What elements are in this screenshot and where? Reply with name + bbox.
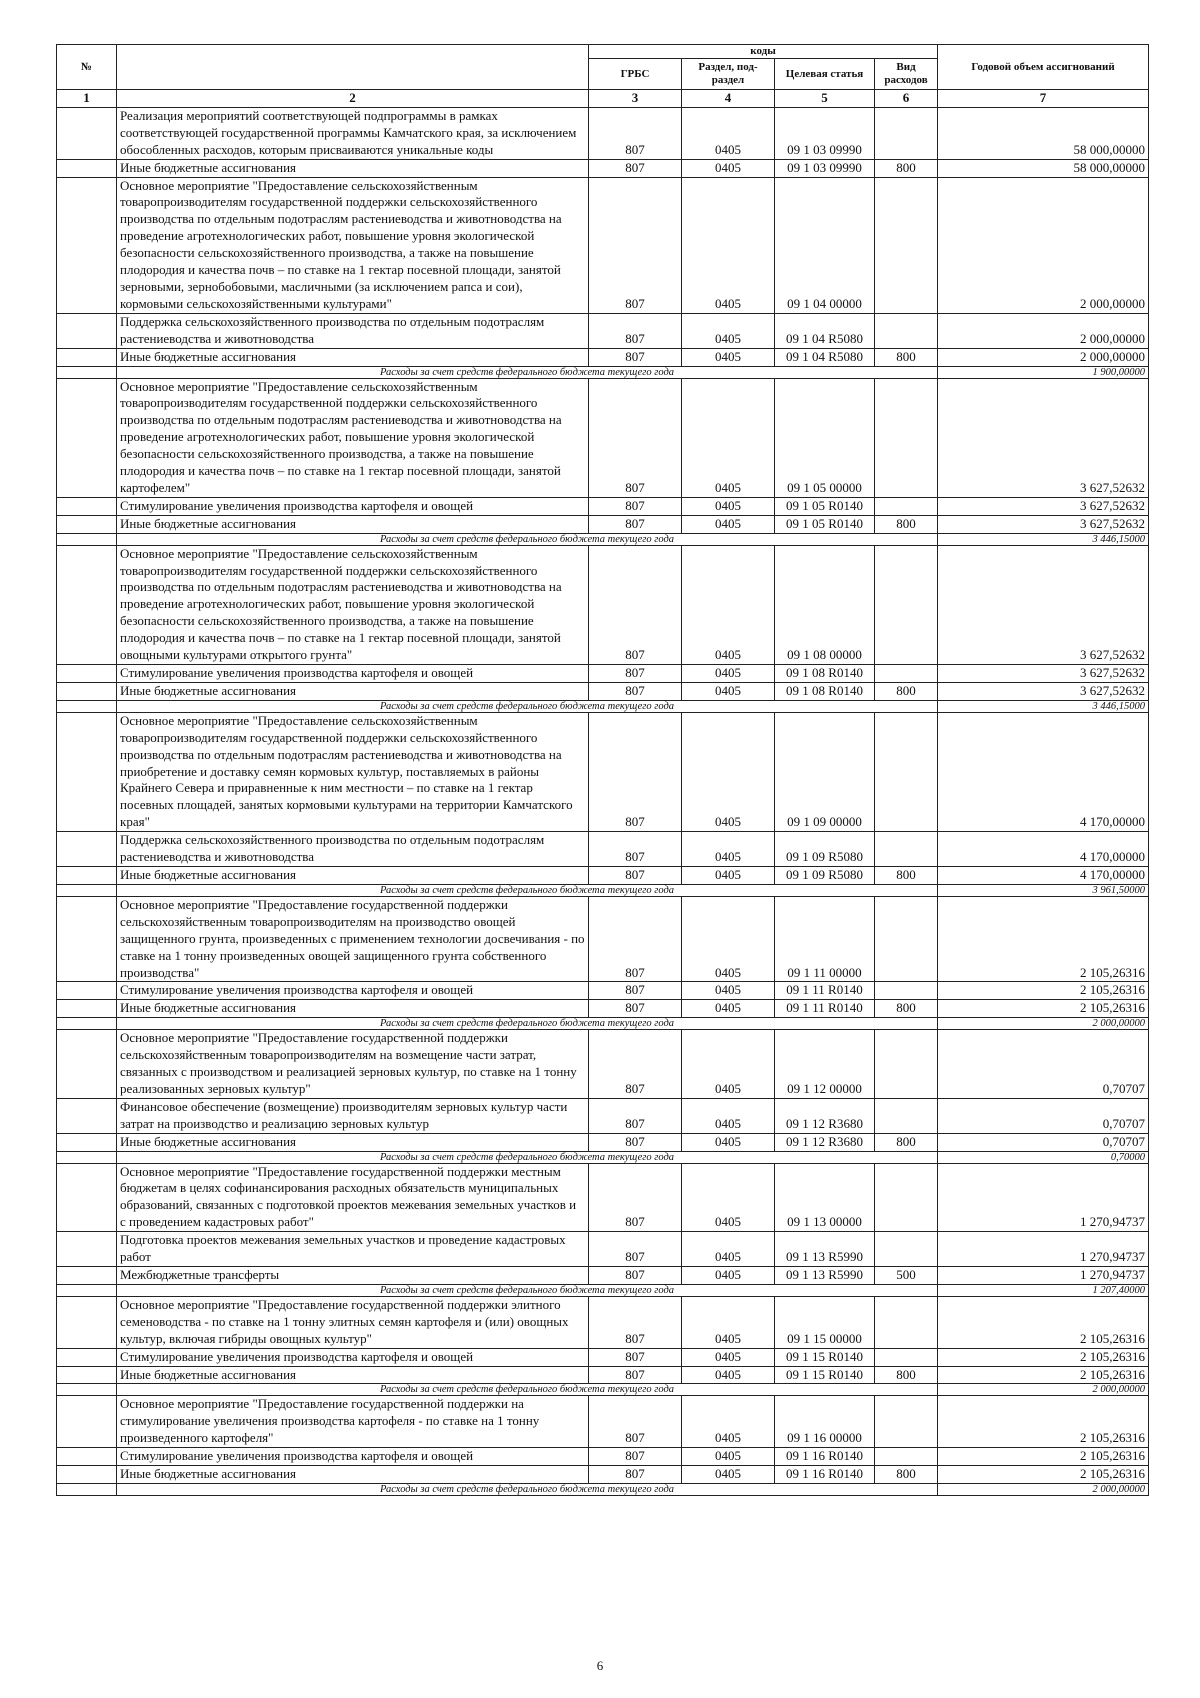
cell-name: Поддержка сельскохозяйственного производства по отдельным подотраслям растениеводства и животноводства (117, 313, 589, 348)
cell-section: 0405 (682, 1163, 775, 1232)
table-row (57, 1448, 1149, 1466)
cell-exp-type: 800 (875, 682, 938, 700)
table-row (57, 159, 1149, 177)
cell-target: 09 1 12 R3680 (775, 1133, 875, 1151)
cell-target: 09 1 15 00000 (775, 1296, 875, 1348)
cell-exp-type (875, 1396, 938, 1448)
table-row (57, 348, 1149, 366)
table-header (57, 45, 1149, 108)
cell-amount: 1 270,94737 (938, 1163, 1149, 1232)
table-row (57, 712, 1149, 831)
cell-target: 09 1 09 R5080 (775, 866, 875, 884)
cell-amount: 2 105,26316 (938, 982, 1149, 1000)
cell-num (57, 1366, 117, 1384)
cell-num (57, 1018, 117, 1030)
cell-grbs: 807 (589, 982, 682, 1000)
table-row (57, 378, 1149, 497)
cell-num (57, 1483, 117, 1495)
header-amount: Годовой объем ассигнований (938, 45, 1149, 90)
table-row (57, 1133, 1149, 1151)
cell-num (57, 515, 117, 533)
cell-section: 0405 (682, 1000, 775, 1018)
cell-name: Иные бюджетные ассигнования (117, 682, 589, 700)
cell-num (57, 896, 117, 982)
cell-num (57, 1000, 117, 1018)
cell-name: Иные бюджетные ассигнования (117, 159, 589, 177)
cell-name: Основное мероприятие "Предоставление сельскохозяйственным товаропроизводителям государственной поддержки сельскохозяйственного производства по отдельным подотраслям растениеводства и животноводства на проведение агротехнологических работ, повышение уровня экологической безопасности сельскохозяйственного производства, а также на повышение плодородия и качества почв – по ставке на 1 гектар посевной площади, занятой картофелем" (117, 378, 589, 497)
cell-num (57, 366, 117, 378)
cell-target: 09 1 12 R3680 (775, 1098, 875, 1133)
cell-amount: 2 105,26316 (938, 1296, 1149, 1348)
cell-num (57, 348, 117, 366)
cell-grbs: 807 (589, 1267, 682, 1285)
cell-exp-type (875, 1030, 938, 1099)
cell-section: 0405 (682, 159, 775, 177)
table-row (57, 896, 1149, 982)
cell-target: 09 1 05 R0140 (775, 515, 875, 533)
header-exp-type: Вид расходов (875, 59, 938, 90)
federal-note: Расходы за счет средств федерального бюджета текущего года (117, 1384, 938, 1396)
cell-target: 09 1 11 00000 (775, 896, 875, 982)
cell-name: Основное мероприятие "Предоставление сельскохозяйственным товаропроизводителям государственной поддержки сельскохозяйственного производства по отдельным подотраслям растениеводства и животноводства на проведение агротехнологических работ, повышение уровня экологической безопасности сельскохозяйственного производства, а также на повышение плодородия и качества почв – по ставке на 1 гектар посевной площади, занятой зерновыми, зернобобовыми, масличными (за исключением рапса и сои), кормовыми сельскохозяйственными культурами" (117, 177, 589, 313)
header-section: Раздел, под-раздел (682, 59, 775, 90)
page-number: 6 (596, 1658, 604, 1673)
cell-amount: 3 627,52632 (938, 665, 1149, 683)
cell-target: 09 1 04 R5080 (775, 313, 875, 348)
budget-table (56, 44, 1149, 1496)
table-row (57, 545, 1149, 664)
cell-grbs: 807 (589, 515, 682, 533)
federal-budget-row (57, 1384, 1149, 1396)
cell-exp-type: 800 (875, 348, 938, 366)
federal-note: Расходы за счет средств федерального бюджета текущего года (117, 700, 938, 712)
cell-num (57, 378, 117, 497)
table-row (57, 1466, 1149, 1484)
table-row (57, 832, 1149, 867)
federal-budget-row (57, 700, 1149, 712)
cell-num (57, 1396, 117, 1448)
col-number: 2 (117, 90, 589, 108)
cell-target: 09 1 16 R0140 (775, 1466, 875, 1484)
cell-num (57, 1098, 117, 1133)
cell-grbs: 807 (589, 1163, 682, 1232)
cell-grbs: 807 (589, 682, 682, 700)
cell-section: 0405 (682, 682, 775, 700)
cell-exp-type (875, 1232, 938, 1267)
cell-name: Иные бюджетные ассигнования (117, 1466, 589, 1484)
federal-budget-row (57, 884, 1149, 896)
table-row (57, 515, 1149, 533)
cell-name: Основное мероприятие "Предоставление сельскохозяйственным товаропроизводителям государственной поддержки сельскохозяйственного производства по отдельным подотраслям растениеводства и животноводства на проведение агротехнологических работ, повышение уровня экологической безопасности сельскохозяйственного производства, а также на повышение плодородия и качества почв – по ставке на 1 гектар посевной площади, занятой овощными культурами открытого грунта" (117, 545, 589, 664)
cell-target: 09 1 15 R0140 (775, 1366, 875, 1384)
cell-amount: 0,70000 (938, 1151, 1149, 1163)
table-row (57, 1348, 1149, 1366)
cell-section: 0405 (682, 1448, 775, 1466)
cell-name: Стимулирование увеличения производства картофеля и овощей (117, 1448, 589, 1466)
cell-target: 09 1 12 00000 (775, 1030, 875, 1099)
cell-grbs: 807 (589, 313, 682, 348)
col-number: 3 (589, 90, 682, 108)
cell-section: 0405 (682, 1296, 775, 1348)
cell-amount: 1 900,00000 (938, 366, 1149, 378)
cell-exp-type (875, 378, 938, 497)
cell-section: 0405 (682, 545, 775, 664)
cell-num (57, 177, 117, 313)
cell-section: 0405 (682, 1267, 775, 1285)
cell-amount: 1 270,94737 (938, 1267, 1149, 1285)
cell-section: 0405 (682, 1366, 775, 1384)
header-col-numbers (57, 90, 1149, 108)
cell-exp-type (875, 313, 938, 348)
cell-target: 09 1 11 R0140 (775, 1000, 875, 1018)
cell-grbs: 807 (589, 378, 682, 497)
cell-num (57, 313, 117, 348)
cell-section: 0405 (682, 177, 775, 313)
cell-section: 0405 (682, 497, 775, 515)
cell-amount: 3 627,52632 (938, 378, 1149, 497)
cell-section: 0405 (682, 1466, 775, 1484)
cell-amount: 2 105,26316 (938, 1348, 1149, 1366)
cell-grbs: 807 (589, 896, 682, 982)
federal-note: Расходы за счет средств федерального бюджета текущего года (117, 884, 938, 896)
cell-target: 09 1 13 R5990 (775, 1267, 875, 1285)
cell-amount: 2 000,00000 (938, 1384, 1149, 1396)
table-row (57, 497, 1149, 515)
cell-amount: 2 105,26316 (938, 1000, 1149, 1018)
cell-name: Стимулирование увеличения производства картофеля и овощей (117, 982, 589, 1000)
header-grbs: ГРБС (589, 59, 682, 90)
cell-num (57, 545, 117, 664)
cell-exp-type (875, 712, 938, 831)
cell-grbs: 807 (589, 107, 682, 159)
cell-grbs: 807 (589, 1000, 682, 1018)
cell-num (57, 1296, 117, 1348)
cell-num (57, 497, 117, 515)
cell-name: Иные бюджетные ассигнования (117, 1133, 589, 1151)
cell-section: 0405 (682, 1348, 775, 1366)
cell-num (57, 1133, 117, 1151)
federal-budget-row (57, 1151, 1149, 1163)
table-row (57, 982, 1149, 1000)
table-row (57, 1267, 1149, 1285)
cell-grbs: 807 (589, 1232, 682, 1267)
cell-exp-type (875, 665, 938, 683)
federal-budget-row (57, 1018, 1149, 1030)
cell-grbs: 807 (589, 866, 682, 884)
cell-exp-type (875, 107, 938, 159)
cell-target: 09 1 03 09990 (775, 159, 875, 177)
cell-amount: 3 446,15000 (938, 533, 1149, 545)
cell-exp-type (875, 1448, 938, 1466)
cell-name: Подготовка проектов межевания земельных участков и проведение кадастровых работ (117, 1232, 589, 1267)
cell-target: 09 1 16 00000 (775, 1396, 875, 1448)
cell-grbs: 807 (589, 1396, 682, 1448)
cell-target: 09 1 05 00000 (775, 378, 875, 497)
cell-exp-type (875, 1296, 938, 1348)
table-row (57, 1366, 1149, 1384)
cell-exp-type: 800 (875, 1466, 938, 1484)
col-number: 5 (775, 90, 875, 108)
cell-name: Иные бюджетные ассигнования (117, 1366, 589, 1384)
cell-name: Иные бюджетные ассигнования (117, 348, 589, 366)
table-body (57, 107, 1149, 1495)
col-number: 7 (938, 90, 1149, 108)
cell-target: 09 1 08 R0140 (775, 682, 875, 700)
cell-amount: 1 207,40000 (938, 1284, 1149, 1296)
cell-grbs: 807 (589, 545, 682, 664)
cell-num (57, 1163, 117, 1232)
cell-exp-type (875, 832, 938, 867)
table-row (57, 1296, 1149, 1348)
federal-budget-row (57, 366, 1149, 378)
cell-name: Стимулирование увеличения производства картофеля и овощей (117, 665, 589, 683)
cell-amount: 0,70707 (938, 1030, 1149, 1099)
cell-name: Стимулирование увеличения производства картофеля и овощей (117, 497, 589, 515)
cell-section: 0405 (682, 1133, 775, 1151)
cell-amount: 3 627,52632 (938, 682, 1149, 700)
cell-name: Стимулирование увеличения производства картофеля и овощей (117, 1348, 589, 1366)
cell-num (57, 682, 117, 700)
cell-exp-type (875, 177, 938, 313)
table-row (57, 1030, 1149, 1099)
cell-amount: 0,70707 (938, 1133, 1149, 1151)
cell-exp-type (875, 545, 938, 664)
cell-num (57, 1030, 117, 1099)
cell-target: 09 1 03 09990 (775, 107, 875, 159)
federal-note: Расходы за счет средств федерального бюджета текущего года (117, 366, 938, 378)
cell-target: 09 1 08 R0140 (775, 665, 875, 683)
cell-amount: 3 627,52632 (938, 497, 1149, 515)
cell-num (57, 107, 117, 159)
cell-section: 0405 (682, 832, 775, 867)
cell-section: 0405 (682, 348, 775, 366)
cell-num (57, 1284, 117, 1296)
col-number: 1 (57, 90, 117, 108)
cell-target: 09 1 04 R5080 (775, 348, 875, 366)
cell-num (57, 1151, 117, 1163)
cell-section: 0405 (682, 982, 775, 1000)
cell-amount: 0,70707 (938, 1098, 1149, 1133)
table-row (57, 1000, 1149, 1018)
federal-budget-row (57, 1483, 1149, 1495)
cell-amount: 58 000,00000 (938, 107, 1149, 159)
cell-amount: 2 000,00000 (938, 1018, 1149, 1030)
cell-name: Основное мероприятие "Предоставление государственной поддержки местным бюджетам в целях софинансирования расходных обязательств муниципальных образований, связанных с подготовкой проектов межевания земельных участков и с проведением кадастровых работ" (117, 1163, 589, 1232)
cell-name: Иные бюджетные ассигнования (117, 866, 589, 884)
table-row (57, 107, 1149, 159)
cell-grbs: 807 (589, 665, 682, 683)
federal-budget-row (57, 533, 1149, 545)
cell-exp-type: 800 (875, 515, 938, 533)
cell-name: Межбюджетные трансферты (117, 1267, 589, 1285)
cell-grbs: 807 (589, 1296, 682, 1348)
cell-section: 0405 (682, 1396, 775, 1448)
cell-name: Основное мероприятие "Предоставление сельскохозяйственным товаропроизводителям государственной поддержки сельскохозяйственного производства по отдельным подотраслям растениеводства и животноводства на приобретение и доставку семян кормовых культур, поставляемых в районы Крайнего Севера и приравненные к ним местности – по ставке на 1 гектар посевных площадей, занятых кормовыми культурами на территории Камчатского края" (117, 712, 589, 831)
cell-exp-type (875, 896, 938, 982)
table-row (57, 866, 1149, 884)
cell-section: 0405 (682, 515, 775, 533)
cell-grbs: 807 (589, 1448, 682, 1466)
cell-name: Иные бюджетные ассигнования (117, 1000, 589, 1018)
cell-grbs: 807 (589, 1348, 682, 1366)
cell-num (57, 1348, 117, 1366)
cell-num (57, 1267, 117, 1285)
cell-target: 09 1 05 R0140 (775, 497, 875, 515)
cell-amount: 3 961,50000 (938, 884, 1149, 896)
cell-num (57, 1384, 117, 1396)
table-row (57, 682, 1149, 700)
cell-section: 0405 (682, 378, 775, 497)
cell-section: 0405 (682, 665, 775, 683)
cell-num (57, 159, 117, 177)
cell-amount: 2 105,26316 (938, 1396, 1149, 1448)
table-row (57, 1163, 1149, 1232)
col-number: 4 (682, 90, 775, 108)
cell-exp-type (875, 1348, 938, 1366)
cell-num (57, 665, 117, 683)
federal-note: Расходы за счет средств федерального бюджета текущего года (117, 1018, 938, 1030)
cell-num (57, 832, 117, 867)
cell-num (57, 533, 117, 545)
cell-amount: 3 446,15000 (938, 700, 1149, 712)
cell-amount: 2 105,26316 (938, 896, 1149, 982)
federal-note: Расходы за счет средств федерального бюджета текущего года (117, 1151, 938, 1163)
federal-note: Расходы за счет средств федерального бюджета текущего года (117, 533, 938, 545)
cell-section: 0405 (682, 1030, 775, 1099)
cell-amount: 2 000,00000 (938, 177, 1149, 313)
cell-name: Поддержка сельскохозяйственного производства по отдельным подотраслям растениеводства и животноводства (117, 832, 589, 867)
cell-section: 0405 (682, 866, 775, 884)
cell-amount: 1 270,94737 (938, 1232, 1149, 1267)
cell-num (57, 700, 117, 712)
cell-name: Иные бюджетные ассигнования (117, 515, 589, 533)
cell-num (57, 982, 117, 1000)
cell-num (57, 1466, 117, 1484)
cell-grbs: 807 (589, 159, 682, 177)
table-row (57, 1098, 1149, 1133)
header-num: № (57, 45, 117, 90)
cell-amount: 2 000,00000 (938, 348, 1149, 366)
cell-section: 0405 (682, 313, 775, 348)
cell-amount: 2 105,26316 (938, 1448, 1149, 1466)
cell-section: 0405 (682, 712, 775, 831)
cell-target: 09 1 11 R0140 (775, 982, 875, 1000)
table-row (57, 313, 1149, 348)
cell-target: 09 1 09 R5080 (775, 832, 875, 867)
cell-exp-type: 500 (875, 1267, 938, 1285)
cell-num (57, 712, 117, 831)
federal-budget-row (57, 1284, 1149, 1296)
cell-amount: 58 000,00000 (938, 159, 1149, 177)
cell-target: 09 1 04 00000 (775, 177, 875, 313)
cell-target: 09 1 08 00000 (775, 545, 875, 664)
cell-amount: 3 627,52632 (938, 515, 1149, 533)
cell-name: Основное мероприятие "Предоставление государственной поддержки сельскохозяйственным товаропроизводителям на возмещение части затрат, связанных с производством и реализацией зерновых культур, по ставке на 1 тонну реализованных зерновых культур" (117, 1030, 589, 1099)
cell-section: 0405 (682, 1232, 775, 1267)
cell-amount: 2 000,00000 (938, 1483, 1149, 1495)
cell-grbs: 807 (589, 177, 682, 313)
cell-exp-type (875, 497, 938, 515)
cell-exp-type: 800 (875, 1133, 938, 1151)
cell-target: 09 1 16 R0140 (775, 1448, 875, 1466)
cell-name: Основное мероприятие "Предоставление государственной поддержки элитного семеноводства - по ставке на 1 тонну элитных семян картофеля и (или) овощных культур, включая гибриды овощных культур" (117, 1296, 589, 1348)
cell-target: 09 1 13 R5990 (775, 1232, 875, 1267)
cell-amount: 4 170,00000 (938, 832, 1149, 867)
cell-grbs: 807 (589, 832, 682, 867)
cell-amount: 4 170,00000 (938, 712, 1149, 831)
table-row (57, 177, 1149, 313)
cell-exp-type (875, 1163, 938, 1232)
table-row (57, 1232, 1149, 1267)
cell-target: 09 1 13 00000 (775, 1163, 875, 1232)
cell-name: Основное мероприятие "Предоставление государственной поддержки на стимулирование увеличения производства картофеля - по ставке на 1 тонну произведенного картофеля" (117, 1396, 589, 1448)
cell-exp-type: 800 (875, 1366, 938, 1384)
cell-exp-type: 800 (875, 866, 938, 884)
col-number: 6 (875, 90, 938, 108)
cell-target: 09 1 15 R0140 (775, 1348, 875, 1366)
cell-section: 0405 (682, 896, 775, 982)
table-row (57, 665, 1149, 683)
cell-grbs: 807 (589, 1030, 682, 1099)
cell-section: 0405 (682, 1098, 775, 1133)
cell-amount: 2 105,26316 (938, 1366, 1149, 1384)
cell-name: Реализация мероприятий соответствующей подпрограммы в рамках соответствующей государственной программы Камчатского края, за исключением обособленных расходов, которым присваиваются уникальные коды (117, 107, 589, 159)
cell-section: 0405 (682, 107, 775, 159)
table-row (57, 1396, 1149, 1448)
header-target: Целевая статья (775, 59, 875, 90)
header-codes: коды (589, 45, 938, 59)
cell-grbs: 807 (589, 1098, 682, 1133)
cell-grbs: 807 (589, 497, 682, 515)
cell-exp-type (875, 1098, 938, 1133)
header-name (117, 45, 589, 90)
cell-amount: 2 000,00000 (938, 313, 1149, 348)
cell-target: 09 1 09 00000 (775, 712, 875, 831)
cell-num (57, 1232, 117, 1267)
cell-amount: 3 627,52632 (938, 545, 1149, 664)
cell-grbs: 807 (589, 1366, 682, 1384)
cell-exp-type (875, 982, 938, 1000)
cell-exp-type: 800 (875, 1000, 938, 1018)
federal-note: Расходы за счет средств федерального бюджета текущего года (117, 1483, 938, 1495)
cell-num (57, 1448, 117, 1466)
cell-name: Основное мероприятие "Предоставление государственной поддержки сельскохозяйственным товаропроизводителям на производство овощей защищенного грунта, произведенных с применением технологии досвечивания - по ставке на 1 тонну произведенных овощей защищенного грунта собственного производства" (117, 896, 589, 982)
cell-exp-type: 800 (875, 159, 938, 177)
cell-amount: 2 105,26316 (938, 1466, 1149, 1484)
cell-grbs: 807 (589, 1466, 682, 1484)
cell-grbs: 807 (589, 712, 682, 831)
cell-name: Финансовое обеспечение (возмещение) производителям зерновых культур части затрат на производство и реализацию зерновых культур (117, 1098, 589, 1133)
cell-grbs: 807 (589, 348, 682, 366)
cell-grbs: 807 (589, 1133, 682, 1151)
cell-amount: 4 170,00000 (938, 866, 1149, 884)
cell-num (57, 884, 117, 896)
federal-note: Расходы за счет средств федерального бюджета текущего года (117, 1284, 938, 1296)
cell-num (57, 866, 117, 884)
budget-sheet (56, 44, 1148, 1496)
